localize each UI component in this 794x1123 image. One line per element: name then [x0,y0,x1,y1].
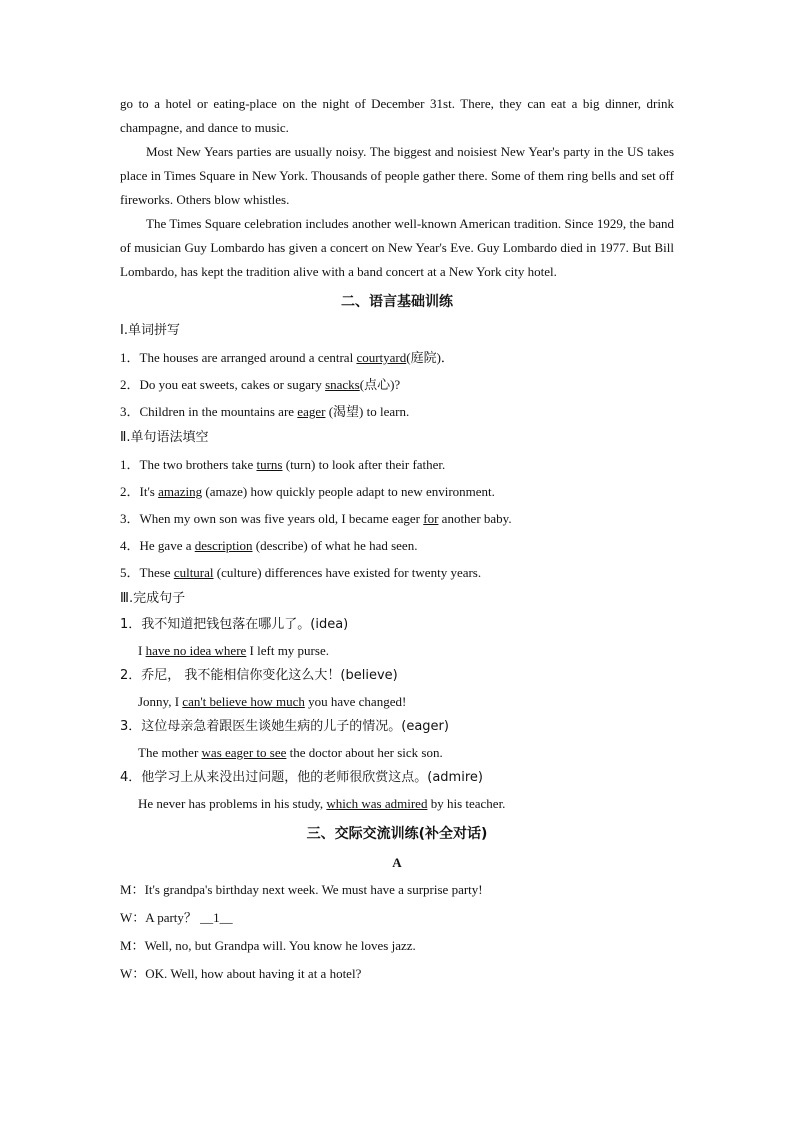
answer: can't believe how much [182,694,305,709]
list-item: 3．When my own son was five years old, I became eager for another baby. [120,511,512,526]
part-3-title: Ⅲ.完成句子 [120,591,186,606]
reading-paragraph-2: Most New Years parties are usually noisy. The biggest and noisiest New Year's party in the US takes place in Times Square in New York. Thousands of people gather there. Some of them ring bells and set off fireworks. Others blow whistles. [120,144,674,207]
chinese-prompt: 4．他学习上从来没出过问题，他的老师很欣赏这点。(admire) [120,770,483,785]
list-item: 5．These cultural (culture) differences have existed for twenty years. [120,565,482,580]
section-2-title: 二、语言基础训练 [341,294,453,310]
answer: have no idea where [145,643,247,658]
reading-paragraph-3: The Times Square celebration includes another well-known American tradition. Since 1929, the band of musician Guy Lombardo has given a concert on New Year's Eve. Guy Lombardo died in 1977. But Bill Lombardo, has kept the tradition alive with a band concert at a New York city hotel. [120,216,674,279]
dialogue-line: W：A party？ __1__ [120,910,233,925]
document-page [120,92,674,988]
part-1-title: Ⅰ.单词拼写 [120,323,180,338]
dialogue-line: W：OK. Well, how about having it at a hotel? [120,966,362,981]
part-2-title: Ⅱ.单句语法填空 [120,430,209,445]
answer: eager [297,404,326,419]
list-item: 4．He gave a description (describe) of what he had seen. [120,538,418,553]
list-item: 2．It's amazing (amaze) how quickly people adapt to new environment. [120,484,495,499]
answer: which was admired [326,796,428,811]
section-3-title: 三、交际交流训练(补全对话) [306,826,488,842]
answer: courtyard [356,350,407,365]
chinese-prompt: 2．乔尼， 我不能相信你变化这么大！(believe) [120,668,398,683]
answer: description [194,538,253,553]
english-sentence: Jonny, I can't believe how much you have changed! [138,694,407,709]
answer: was eager to see [201,745,287,760]
dialogue-line: M：Well, no, but Grandpa will. You know he loves jazz. [120,938,416,953]
reading-paragraph-1: go to a hotel or eating-place on the night of December 31st. There, they can eat a big dinner, drink champagne, and dance to music. [120,96,674,135]
dialogue [120,876,674,988]
english-sentence: The mother was eager to see the doctor about her sick son. [138,745,443,760]
chinese-prompt: 3．这位母亲急着跟医生谈她生病的儿子的情况。(eager) [120,719,449,734]
english-sentence: I have no idea where I left my purse. [138,643,329,658]
list-item: 2．Do you eat sweets, cakes or sugary snacks(点心)? [120,377,401,392]
answer: cultural [173,565,214,580]
list-item: 1．The two brothers take turns (turn) to look after their father. [120,457,446,472]
list-item: 1．The houses are arranged around a central courtyard(庭院)． [120,350,454,365]
answer: amazing [158,484,203,499]
answer: snacks [325,377,360,392]
part-3-list [120,612,674,816]
chinese-prompt: 1．我不知道把钱包落在哪儿了。(idea) [120,617,349,632]
blank-1: __1__ [200,910,233,925]
dialogue-line: M：It's grandpa's birthday next week. We must have a surprise party! [120,882,483,897]
part-1-list [120,344,674,425]
english-sentence: He never has problems in his study, which was admired by his teacher. [138,796,506,811]
answer: turns [256,457,283,472]
dialogue-label: A [392,855,402,870]
list-item: 3．Children in the mountains are eager (渴望) to learn. [120,404,410,419]
part-2-list [120,451,674,586]
answer: for [423,511,439,526]
